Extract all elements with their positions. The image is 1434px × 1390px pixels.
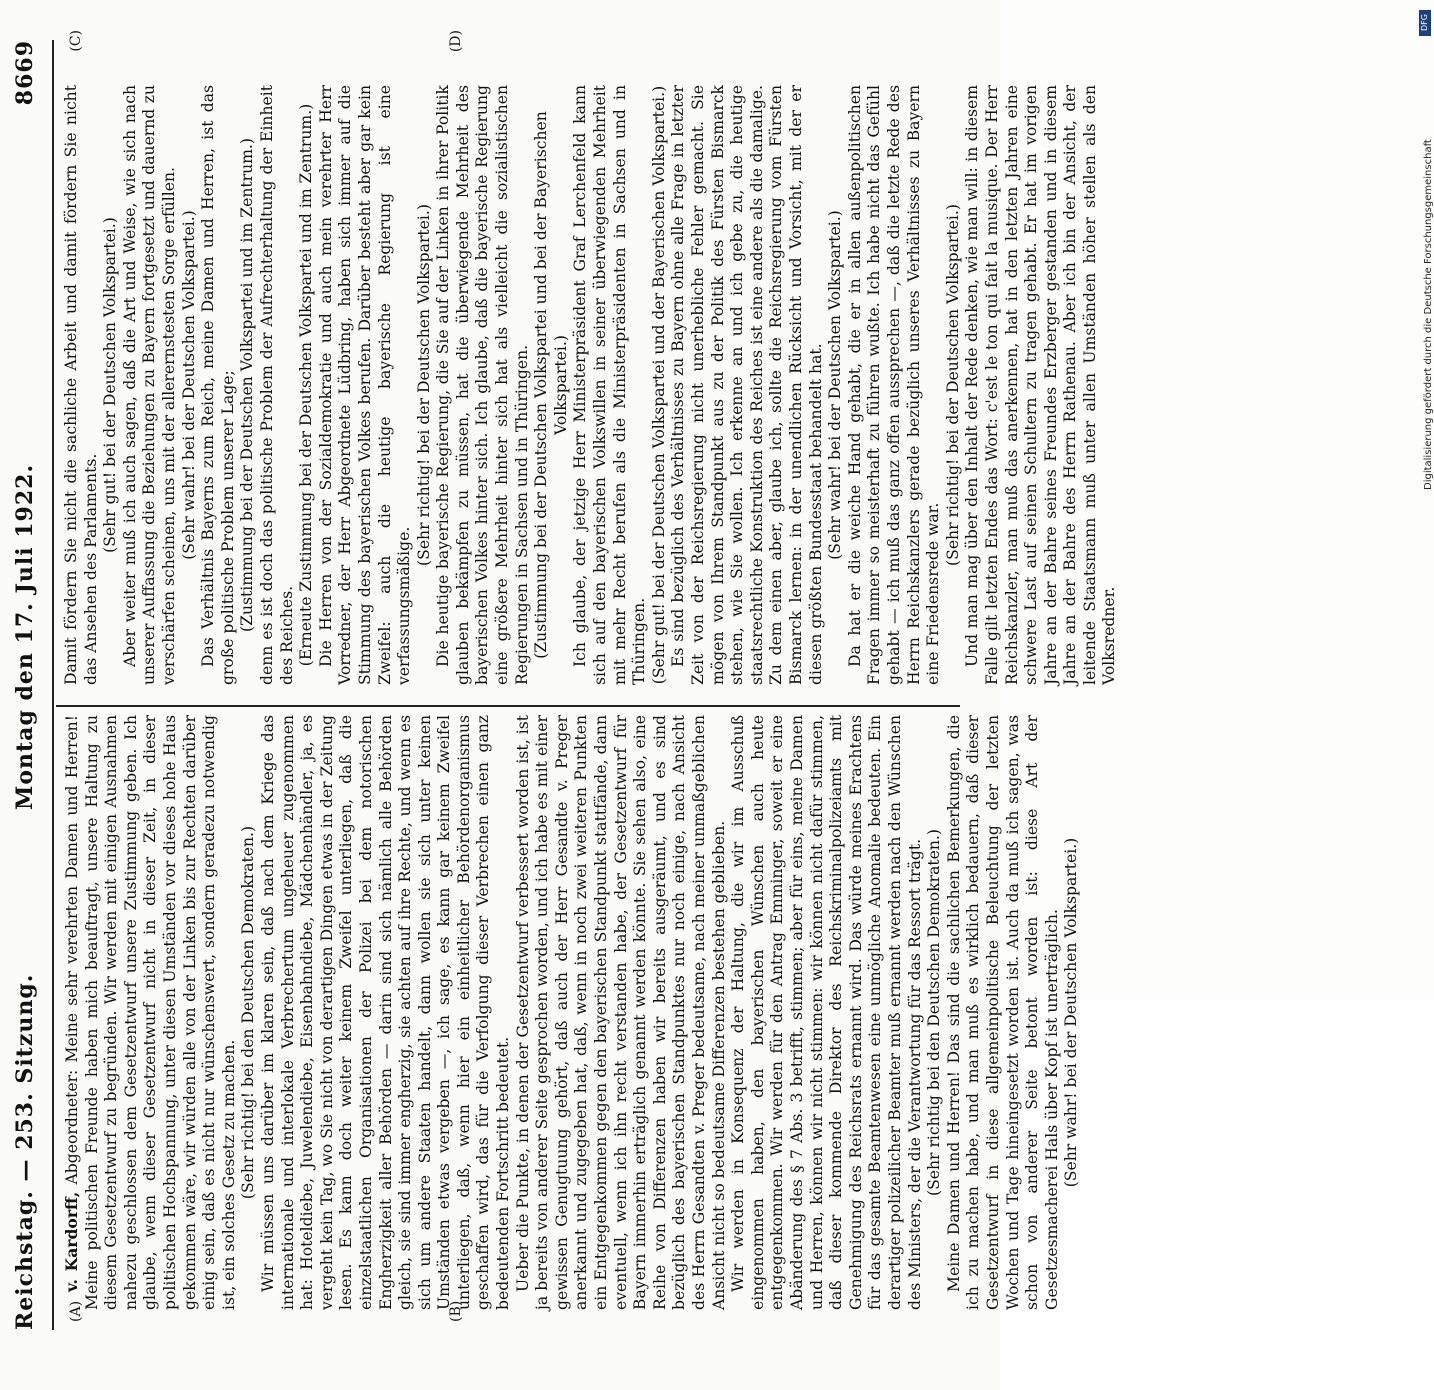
margin-marker-a: (A) [68, 1300, 84, 1322]
margin-marker-c: (C) [68, 30, 84, 52]
paragraph-text: Es sind bezüglich des Verhältnisses zu Bayern ohne alle Frage in letzter Zeit von der Reichsregierung nicht unerhebliche Fehler gemacht. Sie mögen von Ihrem Standpunkt aus zu der Politik des Fürsten Bismarck stehen, wie Sie wollen. Ich erkenne an und ich gebe zu, die heutige staatsrechtliche Konstruktion des Reiches ist eine andere als die damalige. Zu dem einen aber, glaube ich, sollte die Reichsregierung vom Fürsten Bismarck lernen: in der unendlichen Rücksicht und Vorsicht, mit der er diesen größten Bundesstaat behandelt hat. [669, 85, 825, 685]
applause-note: (Sehr wahr! bei der Deutschen Volkspartei.) [179, 210, 198, 560]
header-session-title: Reichstag. — 253. Sitzung. [12, 973, 38, 1330]
speech-paragraph [729, 715, 925, 1310]
speech-paragraph [846, 85, 944, 685]
paragraph-text: Ich glaube, der jetzige Herr Ministerpräsident Graf Lerchenfeld kann sich auf den bayerischen Volkswillen in seiner überwiegenden Mehrheit mit mehr Recht berufen als die Ministerpräsidenten in Sachsen und in Thüringen. [571, 85, 649, 685]
speech-paragraph [571, 85, 649, 685]
speech-paragraph [199, 85, 238, 685]
header-page-number: 8669 [12, 40, 38, 106]
header-date: Montag den 17. Juli 1922. [12, 463, 38, 810]
speech-paragraph [62, 715, 239, 1310]
right-text-column [62, 85, 1120, 685]
paragraph-text: Das Verhältnis Bayerns zum Reich, meine Damen und Herren, ist das große politische Problem unserer Lage; [199, 85, 237, 685]
applause-note: (Zustimmung bei der Deutschen Volkspartei und bei der Bayerischen Volkspartei.) [532, 111, 570, 659]
left-text-column [62, 715, 1082, 1310]
digitization-credit: Digitalisierung gefördert durch die Deutsche Forschungsgemeinschaft [1423, 139, 1434, 490]
speech-paragraph [62, 85, 101, 685]
speech-paragraph [317, 85, 415, 685]
paragraph-text: Wir müssen uns darüber im klaren sein, daß nach dem Kriege das internationale und interlokale Verbrechertum ungeheuer zugenommen hat: Hoteldiebe, Juwelendiebe, Eisenbahndiebe, Mädchenhändler, ja, es vergeht kein Tag, wo Sie nicht von derartigen Dingen etwas in der Zeitung lesen. Es kann doch weiter keinem Zweifel unterliegen, daß die einzelstaatlichen Organisationen der Polizei bei dem notorischen Engherzigkeit aller Behörden — darin sind sich nämlich alle Behörden gleich, sie sind immer engherzig, sie achten auf ihre Rechte, und wenn es sich um andere Staaten handelt, dann wollen sie sich unter keinen Umständen etwas vergeben —, ich sage, es kann gar keinem Zweifel unterliegen, daß, wenn hier ein einheitlicher Behördenorganismus geschaffen wird, das für die Verfolgung dieser Verbrechen einen ganz bedeutenden Fortschritt bedeutet. [258, 715, 513, 1310]
speech-paragraph [963, 85, 1120, 685]
paragraph-text: Abgeordneter: Meine sehr verehrten Damen und Herren! Meine politischen Freunde haben mich beauftragt, unsere Haltung zu diesem Gesetzentwurf zu begründen. Wir werden mit einigen Ausnahmen nahezu geschlossen dem Gesetzentwurf unsere Zustimmung geben. Ich glaube, wenn dieser Gesetzentwurf nicht in dieser Zeit, in dieser politischen Hochspannung, unter diesen Umständen vor dieses hohe Haus gekommen wäre, wir würden alle von der Linken bis zur Rechten darüber einig sein, daß es nicht nur wünschenswert, sondern geradezu notwendig ist, ein solches Gesetz zu machen. [63, 715, 238, 1310]
speech-paragraph [258, 85, 297, 685]
paragraph-text: Meine Damen und Herren! Das sind die sachlichen Bemerkungen, die ich zu machen habe, und man muß es wirklich bedauern, daß dieser Gesetzentwurf in diese allgemeinpolitische Beleuchtung der letzten Wochen und Tage hineingesetzt worden ist. Auch da muß ich sagen, was schon von anderer Seite betont worden ist: diese Art der Gesetzesmacherei Hals über Kopf ist unerträglich. [944, 715, 1061, 1310]
applause-note: (Erneute Zustimmung bei der Deutschen Volkspartei und im Zentrum.) [297, 103, 316, 667]
applause-note: (Sehr wahr! bei der Deutschen Volkspartei.) [826, 210, 845, 560]
page-header [12, 40, 50, 1330]
margin-marker-b: (B) [448, 1300, 464, 1322]
dfg-logo: DFG [1419, 10, 1431, 36]
paragraph-text: Wir werden in Konsequenz der Haltung, die wir im Ausschuß eingenommen haben, den bayerischen Wünschen auch heute entgegenkommen. Wir werden für den Antrag Emminger, soweit er eine Abänderung des § 7 Abs. 3 betrifft, stimmen; aber für eins, meine Damen und Herren, können wir nicht stimmen: wir können nicht dafür stimmen, daß dieser kommende Direktor des Reichskriminalpolizeiamts mit Genehmigung des Reichsrats ernannt wird. Das würde meines Erachtens für das gesamte Beamtenwesen eine unmögliche Anomalie bedeuten. Ein derartiger polizeilicher Beamter muß ernannt werden nach den Wünschen des Ministers, der die Verantwortung für das Ressort trägt. [729, 715, 924, 1310]
speech-paragraph [514, 715, 730, 1310]
paragraph-text: Die Herren von der Sozialdemokratie und auch mein verehrter Herr Vorredner, der Herr Abgeordnete Lüdbring, haben sich immer auf die Stimmung des bayerischen Volkes berufen. Darüber besteht aber gar kein Zweifel: auch die heutige bayerische Regierung ist eine verfassungsmäßige. [316, 85, 414, 685]
applause-note: (Sehr gut! bei der Deutschen Volkspartei.) [101, 217, 120, 553]
applause-note: (Sehr richtig! bei der Deutschen Volkspartei.) [943, 204, 962, 566]
paragraph-text: Damit fördern Sie nicht die sachliche Arbeit und damit fördern Sie nicht das Ansehen des Parlaments. [62, 85, 100, 685]
applause-note: (Sehr richtig bei den Deutschen Demokraten.) [925, 829, 944, 1196]
speech-paragraph [434, 85, 532, 685]
paragraph-text: denn es ist doch das politische Problem der Aufrechterhaltung der Einheit des Reiches. [257, 85, 296, 685]
paragraph-text: Ueber die Punkte, in denen der Gesetzentwurf verbessert worden ist, ist ja bereits von anderer Seite gesprochen worden, und ich habe es mit einer gewissen Genugtuung gehört, daß auch der Herr Gesandte v. Preger anerkannt und zugegeben hat, daß, wenn in noch zwei weiteren Punkten ein Entgegenkommen gegen den bayerischen Standpunkt stattfände, dann eventuell, wenn ich ihn recht verstanden habe, der Gesetzentwurf für Bayern immerhin erträglich genannt werden könnte. Sie sehen also, eine Reihe von Differenzen haben wir bereits ausgeräumt, und es sind bezüglich des bayerischen Standpunktes nur noch einige, nach Ansicht des Herrn Gesandten v. Preger bedeutsame, nach meiner unmaßgeblichen Ansicht nicht so bedeutsame Differenzen bestehen geblieben. [513, 715, 728, 1310]
speech-paragraph [121, 85, 180, 685]
applause-note: (Sehr richtig! bei den Deutschen Demokraten.) [239, 825, 258, 1200]
margin-marker-d: (D) [448, 30, 464, 53]
paragraph-text: Da hat er die weiche Hand gehabt, die er in allen außenpolitischen Fragen immer so meisterhaft zu führen wußte. Ich habe nicht das Gefühl gehabt — ich muß das ganz offen aussprechen —, daß die letzte Rede des Herrn Reichskanzlers gerade bezüglich unseres Verhältnisses zu Bayern eine Friedensrede war. [845, 85, 943, 685]
applause-note: (Sehr wahr! bei der Deutschen Volkspartei.) [1062, 837, 1081, 1188]
header-rule [52, 40, 54, 1330]
applause-note: (Sehr richtig! bei der Deutschen Volkspartei.) [414, 204, 433, 566]
speech-paragraph [945, 715, 1063, 1310]
paragraph-text: Die heutige bayerische Regierung, die Sie auf der Linken in ihrer Politik glauben bekämpfen zu müssen, hat die überwiegende Mehrheit des bayerischen Volkes hinter sich. Ich glaube, daß die bayerische Regierung eine größere Mehrheit hinter sich hat als vielleicht die sozialistischen Regierungen in Sachsen und in Thüringen. [434, 85, 531, 685]
speech-paragraph [669, 85, 826, 685]
column-divider [56, 705, 960, 707]
paragraph-text: Aber weiter muß ich auch sagen, daß die Art und Weise, wie sich nach unserer Auffassung die Beziehungen zu Bayern fortgesetzt und dauernd zu verschärfen scheinen, uns mit der allerernstesten Sorge erfüllen. [120, 85, 178, 685]
applause-note: (Sehr gut! bei der Deutschen Volkspartei und der Bayerischen Volkspartei.) [649, 85, 668, 685]
paragraph-text: Und man mag über den Inhalt der Rede denken, wie man will: in diesem Falle gilt letzten Endes das Wort: c'est le ton qui fait la musique. Der Herr Reichskanzler, man muß das anerkennen, hat in den letzten Jahren eine schwere Last auf seinen Schultern zu tragen gehabt. Er hat im vorigen Jahre an der Bahre seines Freundes Erzberger gestanden und in diesem Jahre an der Bahre des Herrn Rathenau. Aber ich bin der Ansicht, der leitende Staatsmann muß unter allen Umständen höher stellen als den Volksredner. [963, 85, 1119, 685]
speaker-name: v. Kardorff, [62, 1191, 81, 1292]
speech-paragraph [259, 715, 514, 1310]
applause-note: (Zustimmung bei der Deutschen Volkspartei und im Zentrum.) [238, 138, 257, 632]
